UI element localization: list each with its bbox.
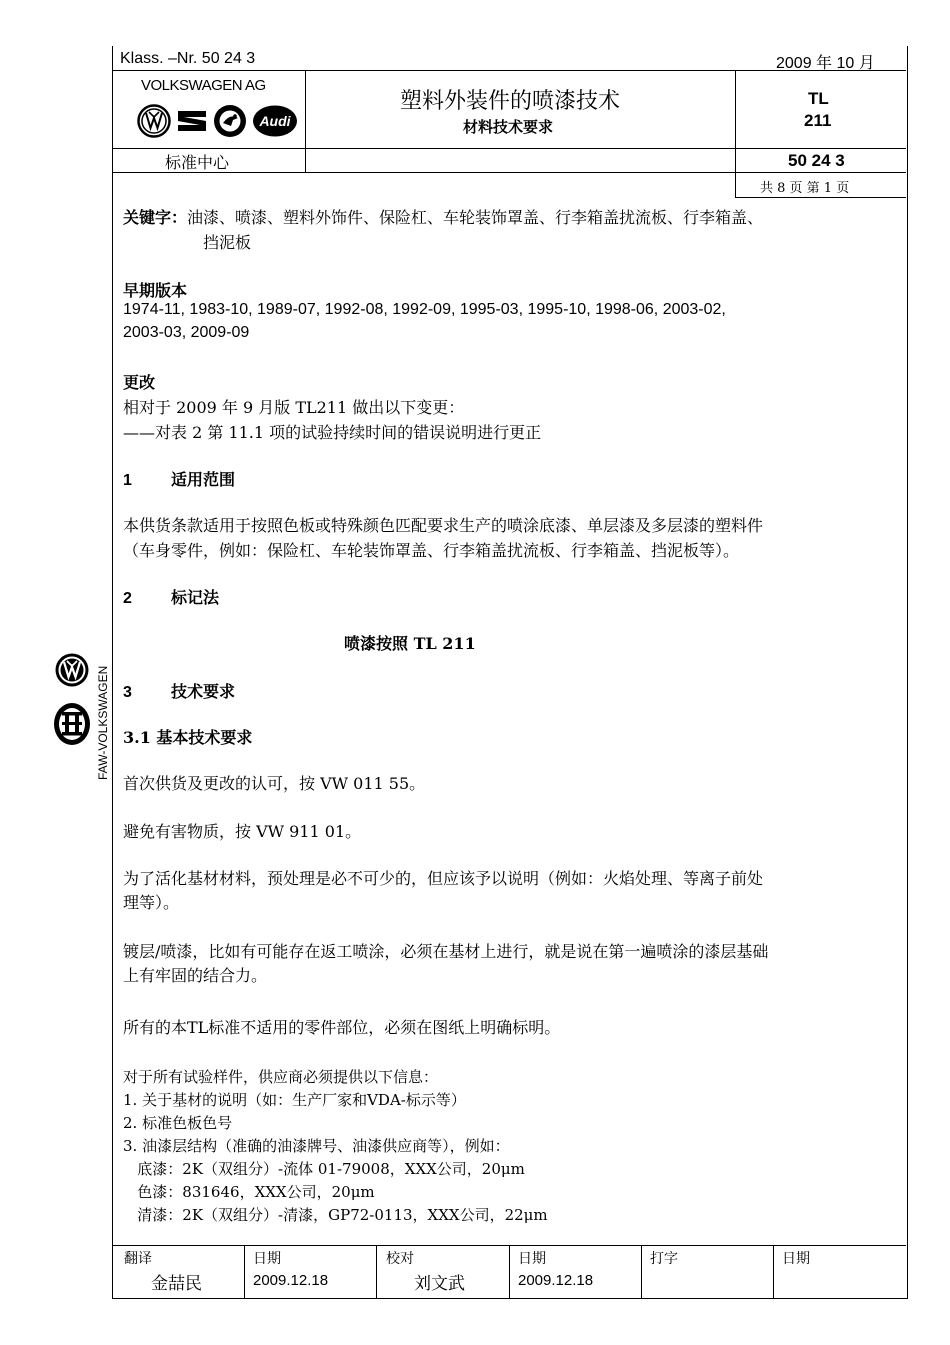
brand-logos — [137, 104, 298, 138]
section-1-heading — [123, 467, 235, 490]
keywords-text-cont: 挡泥板 — [203, 233, 252, 252]
earlier-editions-line1: 1974-11, 1983-10, 1989-07, 1992-08, 1992-09, 1995-03, 1995-10, 1998-06, 2003-02, — [123, 301, 726, 318]
earlier-editions-title: 早期版本 — [123, 281, 188, 300]
date-value-2: 2009.12.18 — [518, 1272, 594, 1289]
date-value-1: 2009.12.18 — [253, 1272, 329, 1289]
standard-center: 标准中心 — [165, 153, 230, 172]
header-divider-right — [735, 70, 736, 197]
list-item: 底漆：2K（双组分）-流体 01-79008，XXX公司，20μm — [123, 1160, 525, 1178]
faw-side-logo-icon — [53, 702, 91, 746]
footer-divider — [376, 1245, 377, 1298]
section-3-title: 技术要求 — [171, 682, 236, 701]
earlier-editions-line2: 2003-03, 2009-09 — [123, 324, 250, 341]
paragraph-drawing: 所有的本TL标准不适用的零件部位，必须在图纸上明确标明。 — [123, 1018, 561, 1037]
standard-code: 50 24 3 — [788, 151, 845, 170]
audi-logo-icon — [252, 104, 298, 138]
proofreader-label: 校对 — [386, 1251, 414, 1267]
section-2-heading — [123, 585, 219, 608]
section-3-1-title: 3.1 基本技术要求 — [123, 728, 253, 747]
paragraph-supplier: 对于所有试验样件，供应商必须提供以下信息： — [123, 1068, 439, 1086]
paragraph-pretreat-2: 理等）。 — [123, 893, 180, 912]
footer-divider — [641, 1245, 642, 1298]
typing-label: 打字 — [650, 1251, 678, 1267]
date-label-3: 日期 — [782, 1251, 810, 1267]
keywords-row — [123, 205, 763, 228]
date-label-2: 日期 — [518, 1251, 546, 1267]
paragraph-coating-1: 镀层/喷漆，比如有可能存在返工喷涂，必须在基材上进行，就是说在第一遍喷涂的漆层基础 — [123, 942, 769, 961]
section-1-title: 适用范围 — [171, 470, 236, 489]
header-divider-left — [305, 70, 306, 172]
paragraph-approval: 首次供货及更改的认可，按 VW 011 55。 — [123, 774, 426, 793]
translator-label: 翻译 — [124, 1251, 152, 1267]
section-1-line2: （车身零件，例如：保险杠、车轮装饰罩盖、行李箱盖扰流板、行李箱盖、挡泥板等）。 — [123, 541, 740, 560]
company-name: VOLKSWAGEN AG — [141, 77, 266, 94]
issue-date: 2009 年 10 月 — [776, 55, 875, 72]
tl-number: 211 — [804, 111, 832, 130]
side-brand-text: FAW-VOLKSWAGEN — [96, 665, 110, 780]
section-2-title: 标记法 — [171, 588, 220, 607]
paragraph-coating-2: 上有牢固的结合力。 — [123, 966, 268, 985]
footer-divider — [773, 1245, 774, 1298]
list-item: 2. 标准色板色号 — [123, 1114, 233, 1132]
side-brand-mark — [52, 650, 112, 780]
list-item: 1. 关于基材的说明（如：生产厂家和VDA-标示等） — [123, 1091, 466, 1109]
document-title: 塑料外装件的喷漆技术 — [400, 89, 621, 114]
section-3-number: 3 — [123, 684, 132, 701]
list-item: 3. 油漆层结构（准确的油漆牌号、油漆供应商等），例如： — [123, 1137, 510, 1155]
classification-number: Klass. –Nr. 50 24 3 — [120, 50, 256, 67]
header-rule-mid — [112, 148, 906, 149]
vw-side-logo-icon — [54, 652, 90, 688]
list-item: 清漆：2K（双组分）-清漆，GP72-0113，XXX公司，22μm — [123, 1206, 548, 1224]
footer-divider — [244, 1245, 245, 1298]
translator-name: 金喆民 — [151, 1274, 202, 1294]
skoda-logo-icon — [213, 104, 247, 138]
footer-divider — [509, 1245, 510, 1298]
section-2-designation: 喷漆按照 TL 211 — [344, 634, 476, 653]
section-3-heading — [123, 679, 235, 702]
changes-title: 更改 — [123, 373, 156, 392]
date-label-1: 日期 — [253, 1251, 281, 1267]
document-subtitle: 材料技术要求 — [463, 118, 554, 136]
header-rule-low — [112, 172, 906, 173]
changes-line1: 相对于 2009 年 9 月版 TL211 做出以下变更： — [123, 398, 465, 417]
section-1-line1: 本供货条款适用于按照色板或特殊颜色匹配要求生产的喷涂底漆、单层漆及多层漆的塑料件 — [123, 516, 764, 535]
changes-line2: ——对表 2 第 11.1 项的试验持续时间的错误说明进行更正 — [123, 423, 542, 442]
section-1-number: 1 — [123, 472, 132, 489]
vw-logo-icon — [137, 104, 171, 138]
tl-label: TL — [808, 89, 829, 108]
keywords-label: 关键字： — [123, 208, 188, 227]
page-count: 共 8 页 第 1 页 — [760, 181, 850, 196]
header-rule-pages — [735, 197, 906, 198]
list-item: 色漆：831646，XXX公司，20μm — [123, 1183, 375, 1201]
seat-logo-icon — [176, 107, 208, 135]
keywords-text: 油漆、喷漆、塑料外饰件、保险杠、车轮装饰罩盖、行李箱盖扰流板、行李箱盖、 — [187, 208, 764, 227]
svg-text:Audi: Audi — [259, 113, 291, 129]
proofreader-name: 刘文武 — [414, 1274, 465, 1294]
section-2-number: 2 — [123, 590, 132, 607]
paragraph-pretreat-1: 为了活化基材材料，预处理是必不可少的，但应该予以说明（例如：火焰处理、等离子前处 — [123, 869, 764, 888]
paragraph-hazardous: 避免有害物质，按 VW 911 01。 — [123, 822, 362, 841]
